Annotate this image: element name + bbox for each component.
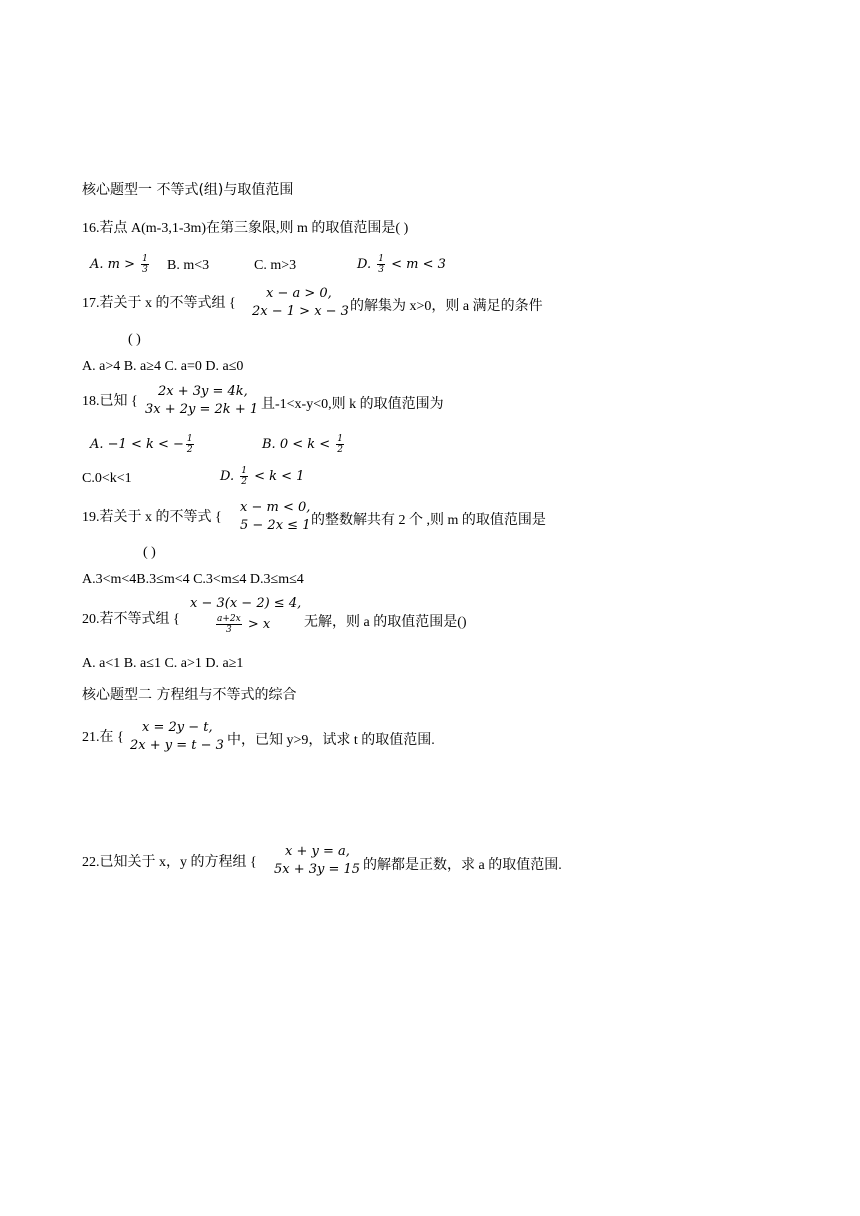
denominator: 2: [186, 445, 193, 455]
q17-system-line2: 2x − 1 > x − 3: [252, 304, 349, 319]
q19-system-line1: x − m < 0,: [240, 500, 311, 515]
fraction: [336, 434, 344, 455]
q20-options: A. a<1 B. a≤1 C. a>1 D. a≥1: [82, 656, 244, 671]
numerator: 1: [337, 434, 344, 444]
q20-stem-pre: 20.若不等式组 {: [82, 612, 180, 627]
q18-option-d-pre: D.: [220, 469, 239, 484]
q18-option-b-text: B. 0 < k <: [262, 437, 335, 452]
numerator: 1: [378, 254, 384, 264]
q18-option-d: [220, 466, 304, 487]
q19-options: A.3<m<4B.3≤m<4 C.3<m≤4 D.3≤m≤4: [82, 572, 304, 587]
numerator: 1: [142, 254, 148, 264]
section-title-1: 核心题型一 不等式(组)与取值范围: [82, 182, 294, 198]
q16-option-a: [90, 254, 151, 275]
q22-system-line2: 5x + 3y = 15: [274, 862, 361, 877]
q18-system-line1: 2x + 3y = 4k,: [158, 384, 248, 399]
q19-stem-pre: 19.若关于 x 的不等式 {: [82, 510, 222, 525]
denominator: 3: [225, 625, 232, 635]
q18-system-line2: 3x + 2y = 2k + 1: [145, 402, 259, 417]
q18-option-c: C.0<k<1: [82, 471, 132, 486]
q18-option-b: [262, 434, 346, 455]
q21-system-line1: x = 2y − t,: [142, 720, 213, 735]
q20-system-line2-post: > x: [243, 617, 271, 632]
denominator: 2: [337, 445, 344, 455]
q22-stem-post: 的解都是正数，求 a 的取值范围.: [363, 858, 562, 873]
numerator: 1: [186, 434, 193, 444]
numerator: a+2x: [217, 614, 241, 624]
q16-option-d-pre: D.: [357, 257, 376, 272]
fraction: [377, 254, 385, 275]
fraction: [186, 434, 194, 455]
q18-stem-pre: 18.已知 {: [82, 394, 138, 409]
q16-stem: 16.若点 A(m-3,1-3m)在第三象限,则 m 的取值范围是( ): [82, 221, 409, 236]
fraction: [240, 466, 248, 487]
q19-stem-post: 的整数解共有 2 个 ,则 m 的取值范围是: [311, 513, 546, 528]
denominator: 3: [378, 265, 384, 275]
q16-option-d-post: < m < 3: [386, 257, 446, 272]
q16-option-d: [357, 254, 446, 275]
q19-system-line2: 5 − 2x ≤ 1: [240, 518, 311, 533]
q21-system-line2: 2x + y = t − 3: [130, 738, 224, 753]
q16-option-b: B. m<3: [167, 258, 210, 273]
q18-option-a-text: A. −1 < k < −: [90, 437, 184, 452]
denominator: 3: [142, 265, 148, 275]
fraction: [216, 614, 242, 635]
q20-system-line2: [214, 614, 270, 635]
q17-answer-paren: ( ): [128, 332, 141, 347]
q16-option-a-text: A. m >: [90, 257, 140, 272]
q17-options: A. a>4 B. a≥4 C. a=0 D. a≤0: [82, 359, 244, 374]
q19-answer-paren: ( ): [143, 545, 156, 560]
q21-stem-post: 中，已知 y>9，试求 t 的取值范围.: [227, 733, 435, 748]
q18-option-a: [90, 434, 196, 455]
numerator: 1: [241, 466, 247, 476]
q17-stem-pre: 17.若关于 x 的不等式组 {: [82, 296, 236, 311]
q18-stem-post: 且-1<x-y<0,则 k 的取值范围为: [261, 397, 444, 412]
section-title-2: 核心题型二 方程组与不等式的综合: [82, 687, 297, 703]
q17-stem-post: 的解集为 x>0，则 a 满足的条件: [350, 299, 543, 314]
q18-option-d-post: < k < 1: [249, 469, 305, 484]
denominator: 2: [241, 477, 247, 487]
q16-option-c: C. m>3: [254, 258, 297, 273]
q20-stem-post: 无解，则 a 的取值范围是(): [304, 615, 467, 630]
q22-system-line1: x + y = a,: [285, 844, 350, 859]
q17-system-line1: x − a > 0,: [266, 286, 332, 301]
q21-stem-pre: 21.在 {: [82, 730, 124, 745]
q20-system-line1: x − 3(x − 2) ≤ 4,: [190, 596, 302, 611]
fraction: [141, 254, 149, 275]
q22-stem-pre: 22.已知关于 x，y 的方程组 {: [82, 855, 257, 870]
